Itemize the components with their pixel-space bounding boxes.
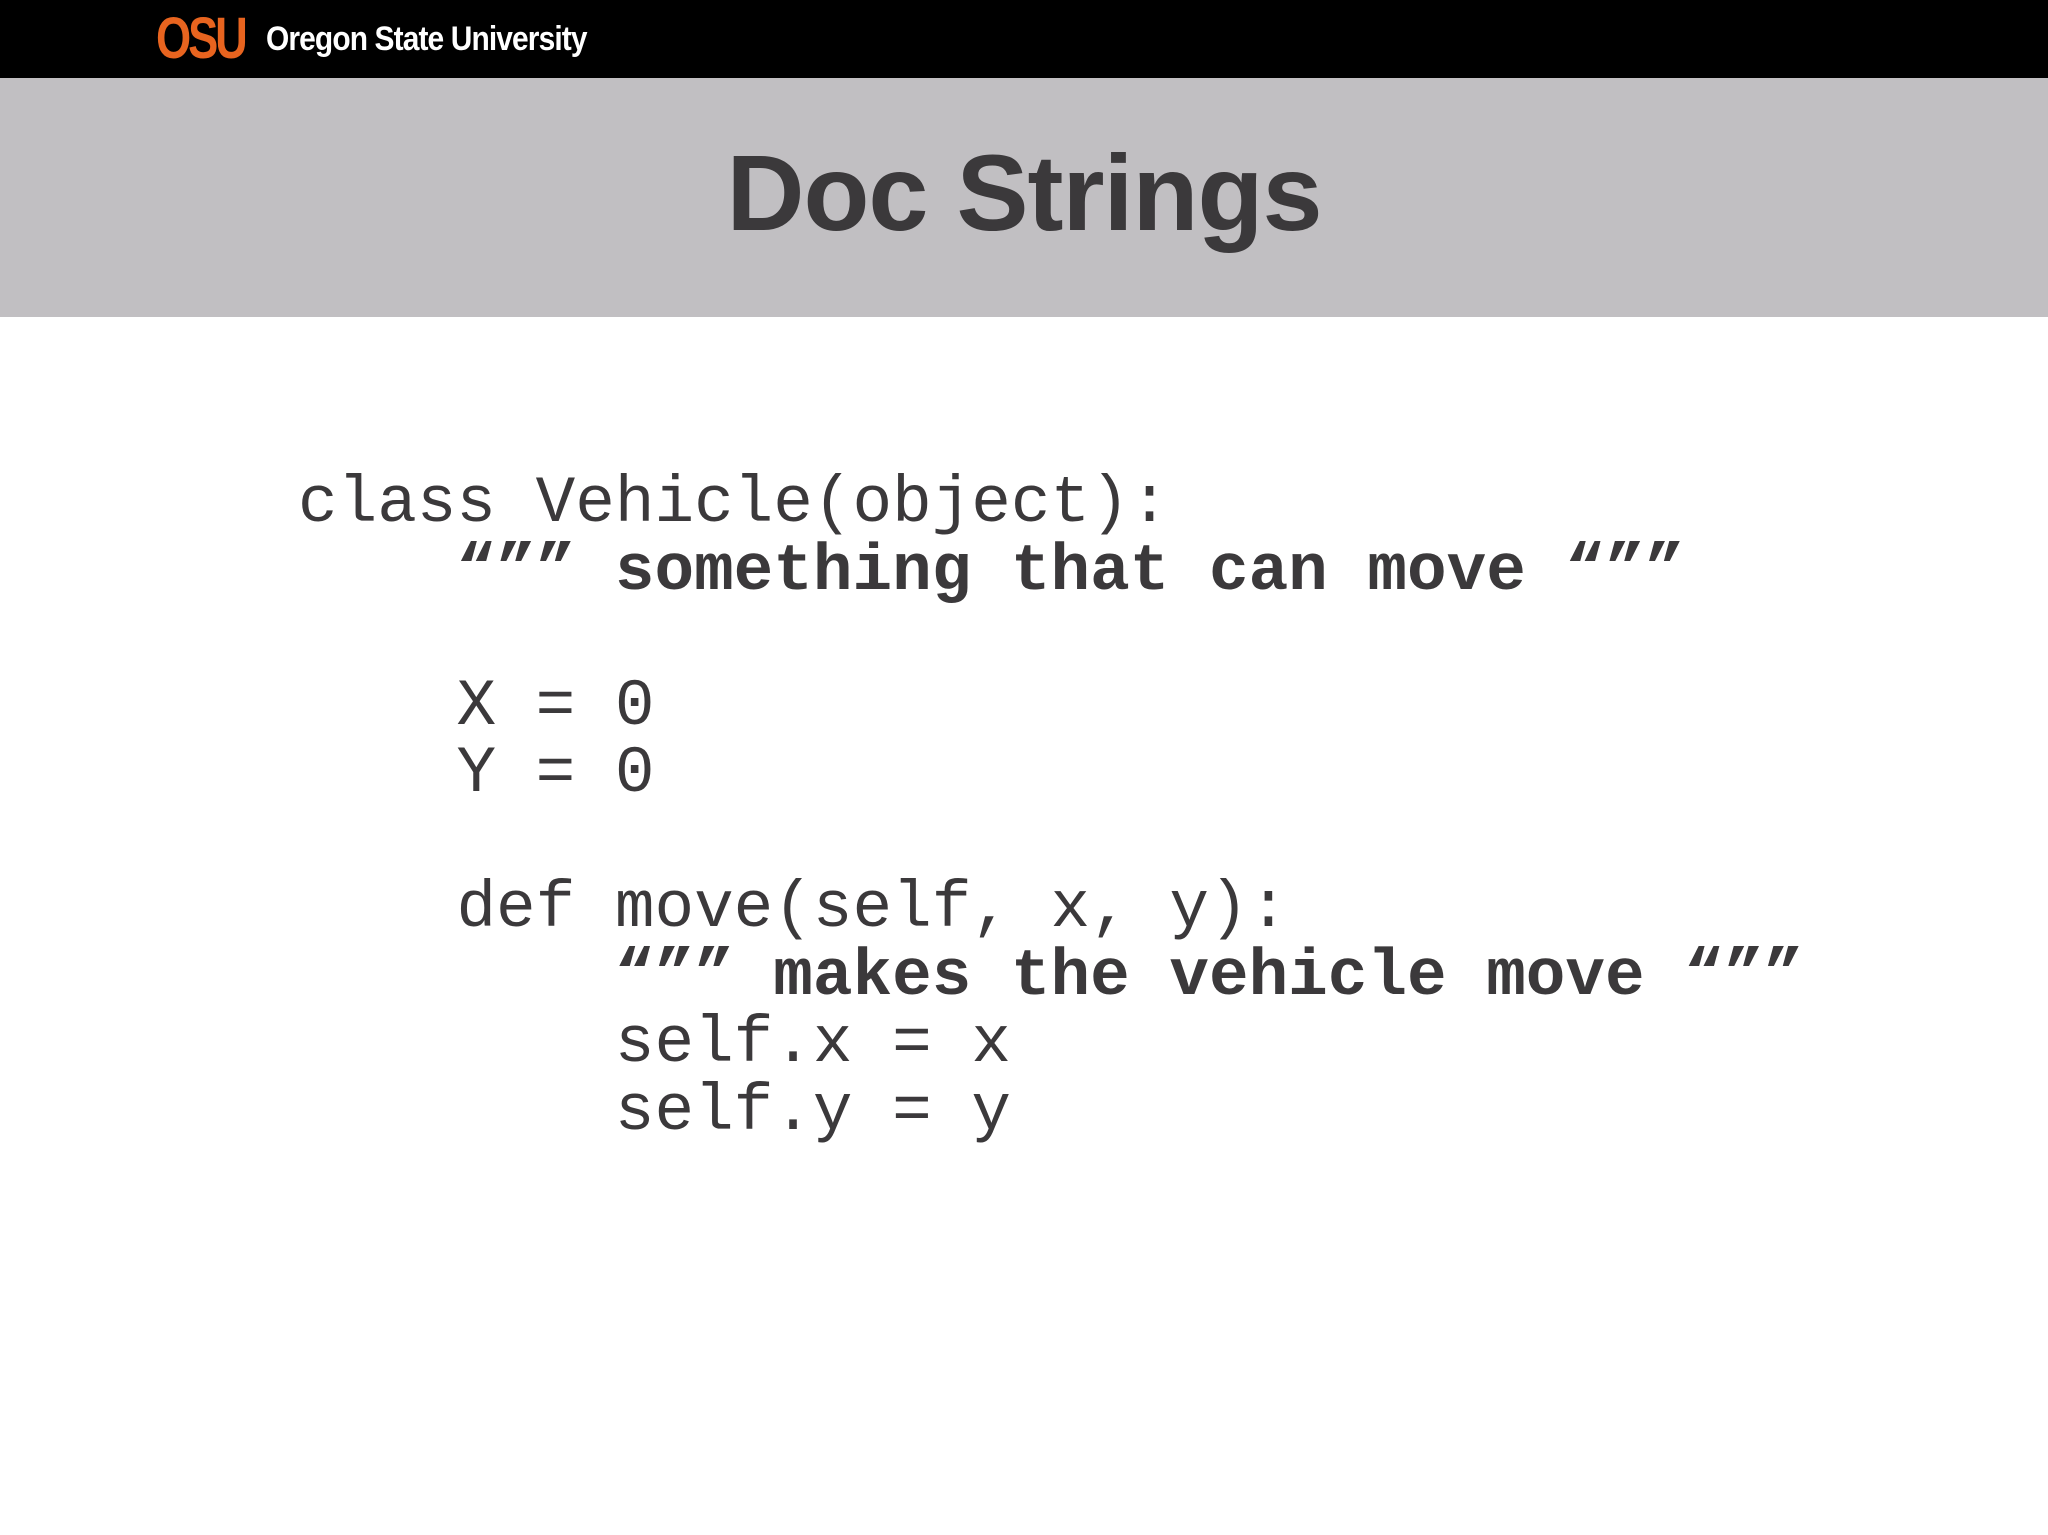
code-block	[298, 466, 1804, 1149]
code-line-docstring: “”” makes the vehicle move “””	[614, 938, 1804, 1014]
slide-title: Doc Strings	[726, 132, 1322, 253]
code-line: X = 0	[456, 668, 655, 744]
osu-logo	[156, 6, 630, 71]
logo-wordmark: Oregon State University	[265, 20, 587, 58]
code-line: Y = 0	[456, 736, 655, 811]
logo-mark: OSU	[156, 6, 245, 71]
code-line: class Vehicle(object):	[298, 466, 1170, 541]
code-line: def move(self, x, y):	[456, 871, 1289, 946]
code-line-blank	[298, 808, 1803, 876]
title-bar	[0, 78, 2048, 317]
code-line-blank	[298, 605, 1803, 673]
header-bar	[0, 0, 2048, 78]
code-line: self.x = x	[614, 1006, 1011, 1081]
code-line-docstring: “”” something that can move “””	[456, 533, 1685, 609]
code-line: self.y = y	[614, 1073, 1011, 1149]
